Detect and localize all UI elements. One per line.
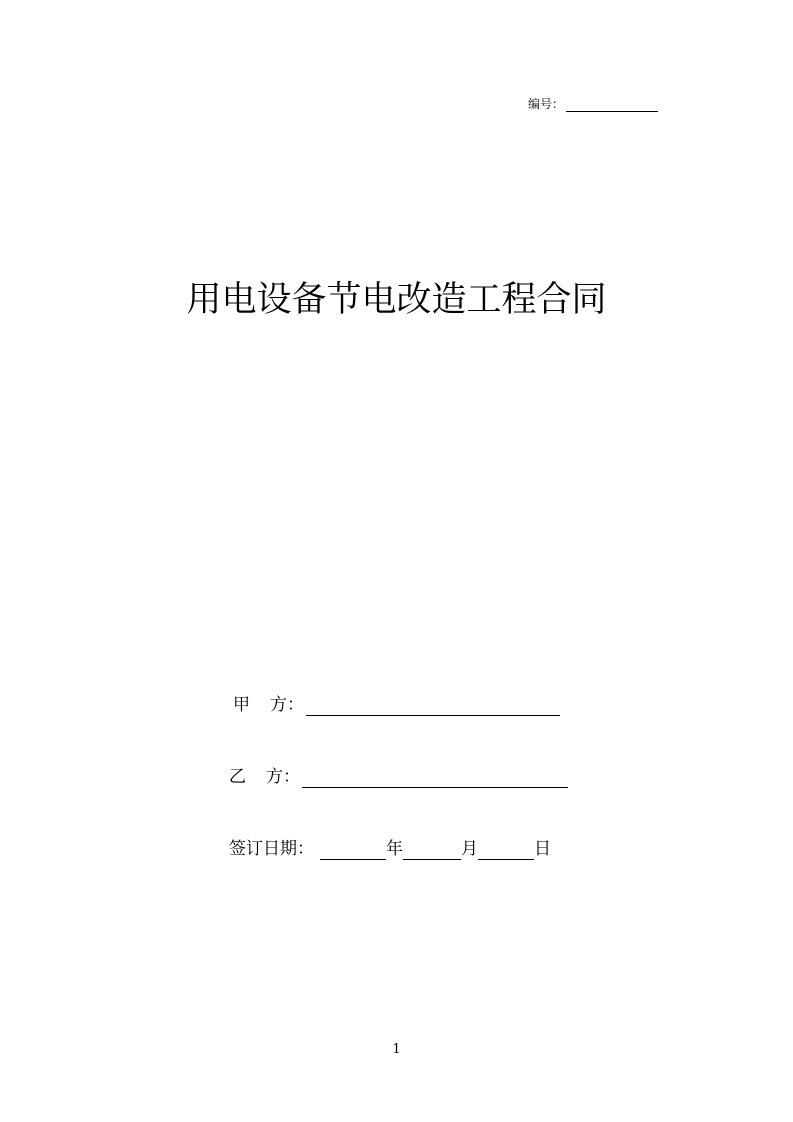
party-a-blank[interactable] bbox=[306, 697, 560, 716]
sign-date-year-blank[interactable] bbox=[320, 841, 386, 860]
serial-number-blank[interactable] bbox=[566, 99, 658, 112]
party-b-label-suffix: 方： bbox=[266, 767, 300, 787]
sign-date-label: 签订日期： bbox=[229, 839, 314, 859]
contract-title: 用电设备节电改造工程合同 bbox=[186, 280, 607, 320]
sign-date-day-unit: 日 bbox=[534, 839, 551, 859]
sign-date-field bbox=[229, 838, 551, 860]
serial-number-label: 编号： bbox=[528, 97, 565, 111]
party-a-field bbox=[233, 694, 560, 716]
party-a-label-char: 甲 bbox=[233, 695, 250, 715]
serial-number-field bbox=[528, 96, 658, 112]
sign-date-year-unit: 年 bbox=[386, 839, 403, 859]
party-b-field bbox=[229, 766, 568, 788]
sign-date-day-blank[interactable] bbox=[478, 841, 534, 860]
party-b-label-char: 乙 bbox=[229, 767, 246, 787]
party-a-label-suffix: 方： bbox=[270, 695, 304, 715]
sign-date-month-unit: 月 bbox=[461, 839, 478, 859]
party-b-blank[interactable] bbox=[302, 769, 568, 788]
page-number: 1 bbox=[392, 1042, 401, 1057]
sign-date-month-blank[interactable] bbox=[403, 841, 461, 860]
